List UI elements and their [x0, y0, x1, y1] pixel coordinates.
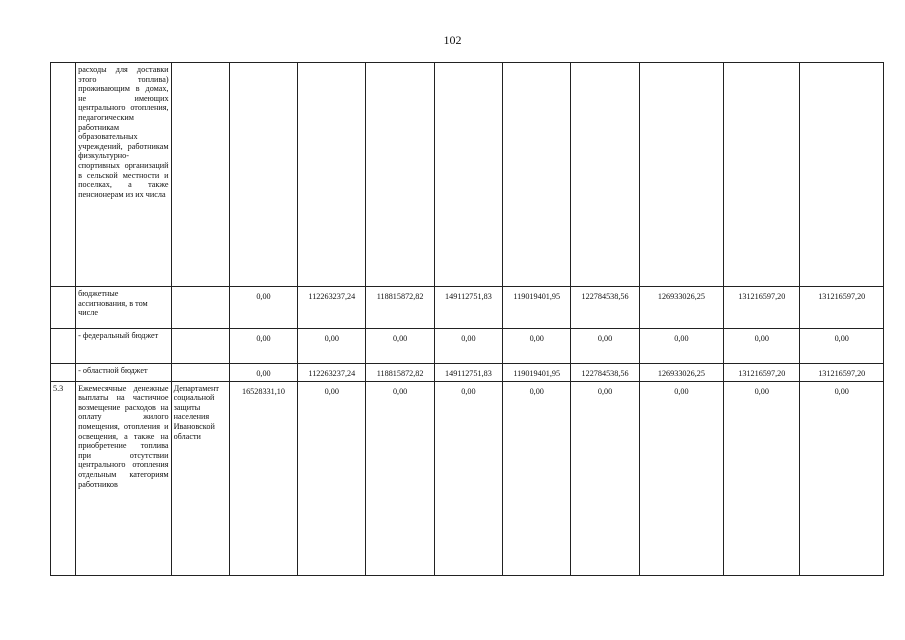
cell-value: 119019401,95: [503, 364, 571, 382]
cell-value: 0,00: [639, 381, 723, 575]
cell-value: 118815872,82: [366, 287, 434, 329]
cell-value: 0,00: [434, 329, 502, 364]
cell-value: 0,00: [800, 381, 884, 575]
cell-value: 0,00: [800, 329, 884, 364]
cell-value: 0,00: [229, 287, 297, 329]
cell-label: - федеральный бюджет: [76, 329, 171, 364]
cell-number: [51, 287, 76, 329]
cell-value: 149112751,83: [434, 364, 502, 382]
cell-value: [800, 63, 884, 287]
cell-description: Ежемесячные денежные выплаты на частичное возмещение расходов на оплату жилого помещения, отопления и освещения, а также на приобретение топлива при отсутствии центрального отопления отдельным категориям работников: [76, 381, 171, 575]
cell-number: 5.3: [51, 381, 76, 575]
cell-value: 0,00: [571, 329, 639, 364]
page-number: 102: [443, 33, 462, 47]
cell-number: [51, 364, 76, 382]
table-row-budget: [51, 287, 884, 329]
cell-value: [366, 63, 434, 287]
cell-value: [229, 63, 297, 287]
cell-value: 16528331,10: [229, 381, 297, 575]
cell-executor: [171, 364, 229, 382]
table-row-oblast: [51, 364, 884, 382]
cell-value: [724, 63, 800, 287]
cell-label: бюджетные ассигнования, в том числе: [76, 287, 171, 329]
cell-value: 0,00: [434, 381, 502, 575]
table-row-federal: [51, 329, 884, 364]
cell-executor: [171, 287, 229, 329]
cell-value: 0,00: [366, 381, 434, 575]
cell-value: 122784538,56: [571, 364, 639, 382]
cell-description: расходы для доставки этого топлива) проживающим в домах, не имеющих центрального отопления, педагогическим работникам образовательных учреждений, работникам физкультурно-спортивных организаций в сельской местности и поселках, а также пенсионерам из их числа: [76, 63, 171, 287]
budget-table: [50, 62, 884, 576]
cell-number: [51, 329, 76, 364]
cell-value: 122784538,56: [571, 287, 639, 329]
cell-executor: [171, 329, 229, 364]
cell-value: 0,00: [229, 329, 297, 364]
cell-executor: Департамент социальной защиты населения Ивановской области: [171, 381, 229, 575]
cell-value: 0,00: [298, 381, 366, 575]
cell-value: 112263237,24: [298, 364, 366, 382]
cell-value: 131216597,20: [800, 364, 884, 382]
cell-value: 131216597,20: [800, 287, 884, 329]
cell-value: 131216597,20: [724, 287, 800, 329]
cell-value: 0,00: [639, 329, 723, 364]
cell-value: 0,00: [571, 381, 639, 575]
cell-value: 131216597,20: [724, 364, 800, 382]
table-row-continuation: [51, 63, 884, 287]
cell-value: 0,00: [724, 329, 800, 364]
cell-value: 0,00: [229, 364, 297, 382]
cell-number: [51, 63, 76, 287]
cell-label: - областной бюджет: [76, 364, 171, 382]
cell-value: 0,00: [503, 381, 571, 575]
cell-value: 0,00: [366, 329, 434, 364]
cell-value: [639, 63, 723, 287]
cell-value: [434, 63, 502, 287]
cell-value: 0,00: [724, 381, 800, 575]
cell-value: 149112751,83: [434, 287, 502, 329]
cell-value: [571, 63, 639, 287]
cell-value: 119019401,95: [503, 287, 571, 329]
cell-value: 126933026,25: [639, 287, 723, 329]
cell-value: 0,00: [503, 329, 571, 364]
table-row-5-3: [51, 381, 884, 575]
cell-executor: [171, 63, 229, 287]
cell-value: 112263237,24: [298, 287, 366, 329]
cell-value: [503, 63, 571, 287]
cell-value: 118815872,82: [366, 364, 434, 382]
cell-value: 0,00: [298, 329, 366, 364]
cell-value: [298, 63, 366, 287]
cell-value: 126933026,25: [639, 364, 723, 382]
